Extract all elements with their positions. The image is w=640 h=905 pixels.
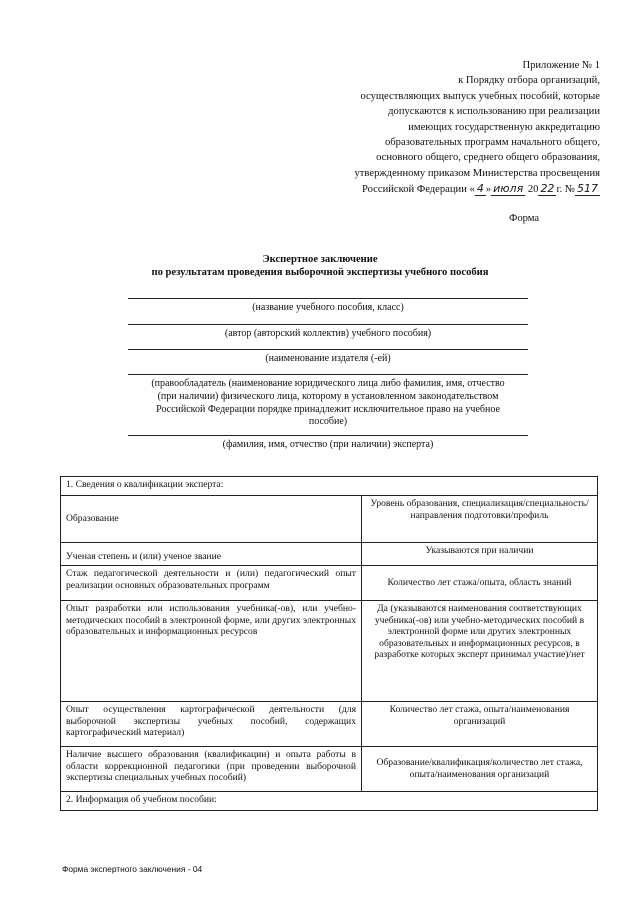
appendix-line: имеющих государственную аккредитацию — [408, 121, 600, 133]
fill-line — [128, 349, 528, 350]
appendix-line: Приложение № 1 — [522, 60, 600, 71]
table-row — [61, 543, 598, 566]
table-row — [61, 566, 598, 601]
table-row — [61, 702, 598, 747]
field-rightsholder — [148, 374, 508, 429]
row-label: Опыт разработки или использования учебника(-ов), или учебно-методических пособий в электронной форме, или других электронных образовательных и информационных ресурсов — [61, 601, 362, 702]
field-textbook-name — [128, 298, 528, 315]
order-sep: » — [485, 184, 492, 196]
field-author — [128, 324, 528, 341]
field-caption: (наименование издателя (-ей) — [265, 353, 391, 364]
row-label: Образование — [61, 496, 362, 543]
field-caption: (автор (авторский коллектив) учебного пособия) — [224, 328, 432, 339]
form-label: Форма — [509, 213, 540, 224]
row-value: Количество лет стажа, опыта/наименования организаций — [362, 702, 598, 747]
title-line-1: Экспертное заключение — [262, 254, 378, 265]
row-value: Количество лет стажа/опыта, область знаний — [362, 566, 598, 601]
field-publisher — [128, 349, 528, 366]
order-year-prefix: 20 — [527, 184, 539, 196]
order-day: 4 — [476, 182, 484, 196]
table-section-row — [61, 477, 598, 496]
table-row — [61, 496, 598, 543]
row-label: Стаж педагогической деятельности и (или) педагогический опыт реализации основных образовательных программ — [61, 566, 362, 601]
section-heading: 1. Сведения о квалификации эксперта: — [61, 477, 598, 496]
table-row — [61, 601, 598, 702]
order-month: июля — [493, 182, 524, 196]
expert-qualification-table — [60, 476, 598, 811]
fill-line — [128, 374, 528, 375]
appendix-line: утвержденному приказом Министерства просвещения — [354, 167, 600, 179]
fill-line — [128, 324, 528, 325]
section-heading: 2. Информация об учебном пособии: — [61, 792, 598, 811]
field-caption: (правообладатель (наименование юридического лица либо фамилия, имя, отчество (при наличии) физического лица, которому в установленном законодательством Российской Федерации порядке принадлежит исключительное право на учебное пособие) — [151, 378, 505, 428]
row-label: Ученая степень и (или) ученое звание — [61, 543, 362, 566]
row-value: Уровень образования, специализация/специальность/направления подготовки/профиль — [362, 496, 598, 543]
appendix-line: образовательных программ начального общего, — [385, 137, 600, 149]
row-value: Образование/квалификация/количество лет стажа, опыта/наименования организаций — [362, 747, 598, 792]
order-year-suffix: 22 — [540, 182, 555, 196]
row-label: Опыт осуществления картографической деятельности (для выборочной экспертизы учебных пособий, содержащих картографический материал) — [61, 702, 362, 747]
field-expert-name — [128, 435, 528, 452]
row-value: Указываются при наличии — [362, 543, 598, 566]
fill-line — [128, 435, 528, 436]
page-footer: Форма экспертного заключения - 04 — [62, 864, 203, 874]
order-prefix: Российской Федерации « — [361, 184, 475, 196]
appendix-line: осуществляющих выпуск учебных пособий, которые — [360, 90, 600, 102]
document-title — [0, 253, 640, 279]
title-line-2: по результатам проведения выборочной экспертизы учебного пособия — [151, 267, 489, 278]
row-value: Да (указываются наименования соответствующих учебника(-ов) или учебно-методических пособий в электронной форме или других электронных образовательных и информационных ресурсов, в разработке которых эксперт принимал участие)/нет — [362, 601, 598, 702]
field-caption: (название учебного пособия, класс) — [252, 302, 404, 313]
appendix-header — [300, 58, 600, 198]
fill-line — [128, 298, 528, 299]
appendix-line: основного общего, среднего общего образования, — [376, 152, 600, 164]
appendix-line: допускаются к использованию при реализации — [388, 106, 600, 118]
order-number-label: г. № — [556, 184, 575, 196]
order-number: 517 — [577, 182, 598, 196]
table-row — [61, 747, 598, 792]
appendix-order-line — [300, 181, 600, 197]
row-label: Наличие высшего образования (квалификации) и опыта работы в области коррекционной педагогики (при проведении выборочной экспертизы специальных учебных пособий) — [61, 747, 362, 792]
field-caption: (фамилия, имя, отчество (при наличии) эксперта) — [222, 439, 434, 450]
table-section-row — [61, 792, 598, 811]
appendix-line: к Порядку отбора организаций, — [458, 75, 600, 87]
